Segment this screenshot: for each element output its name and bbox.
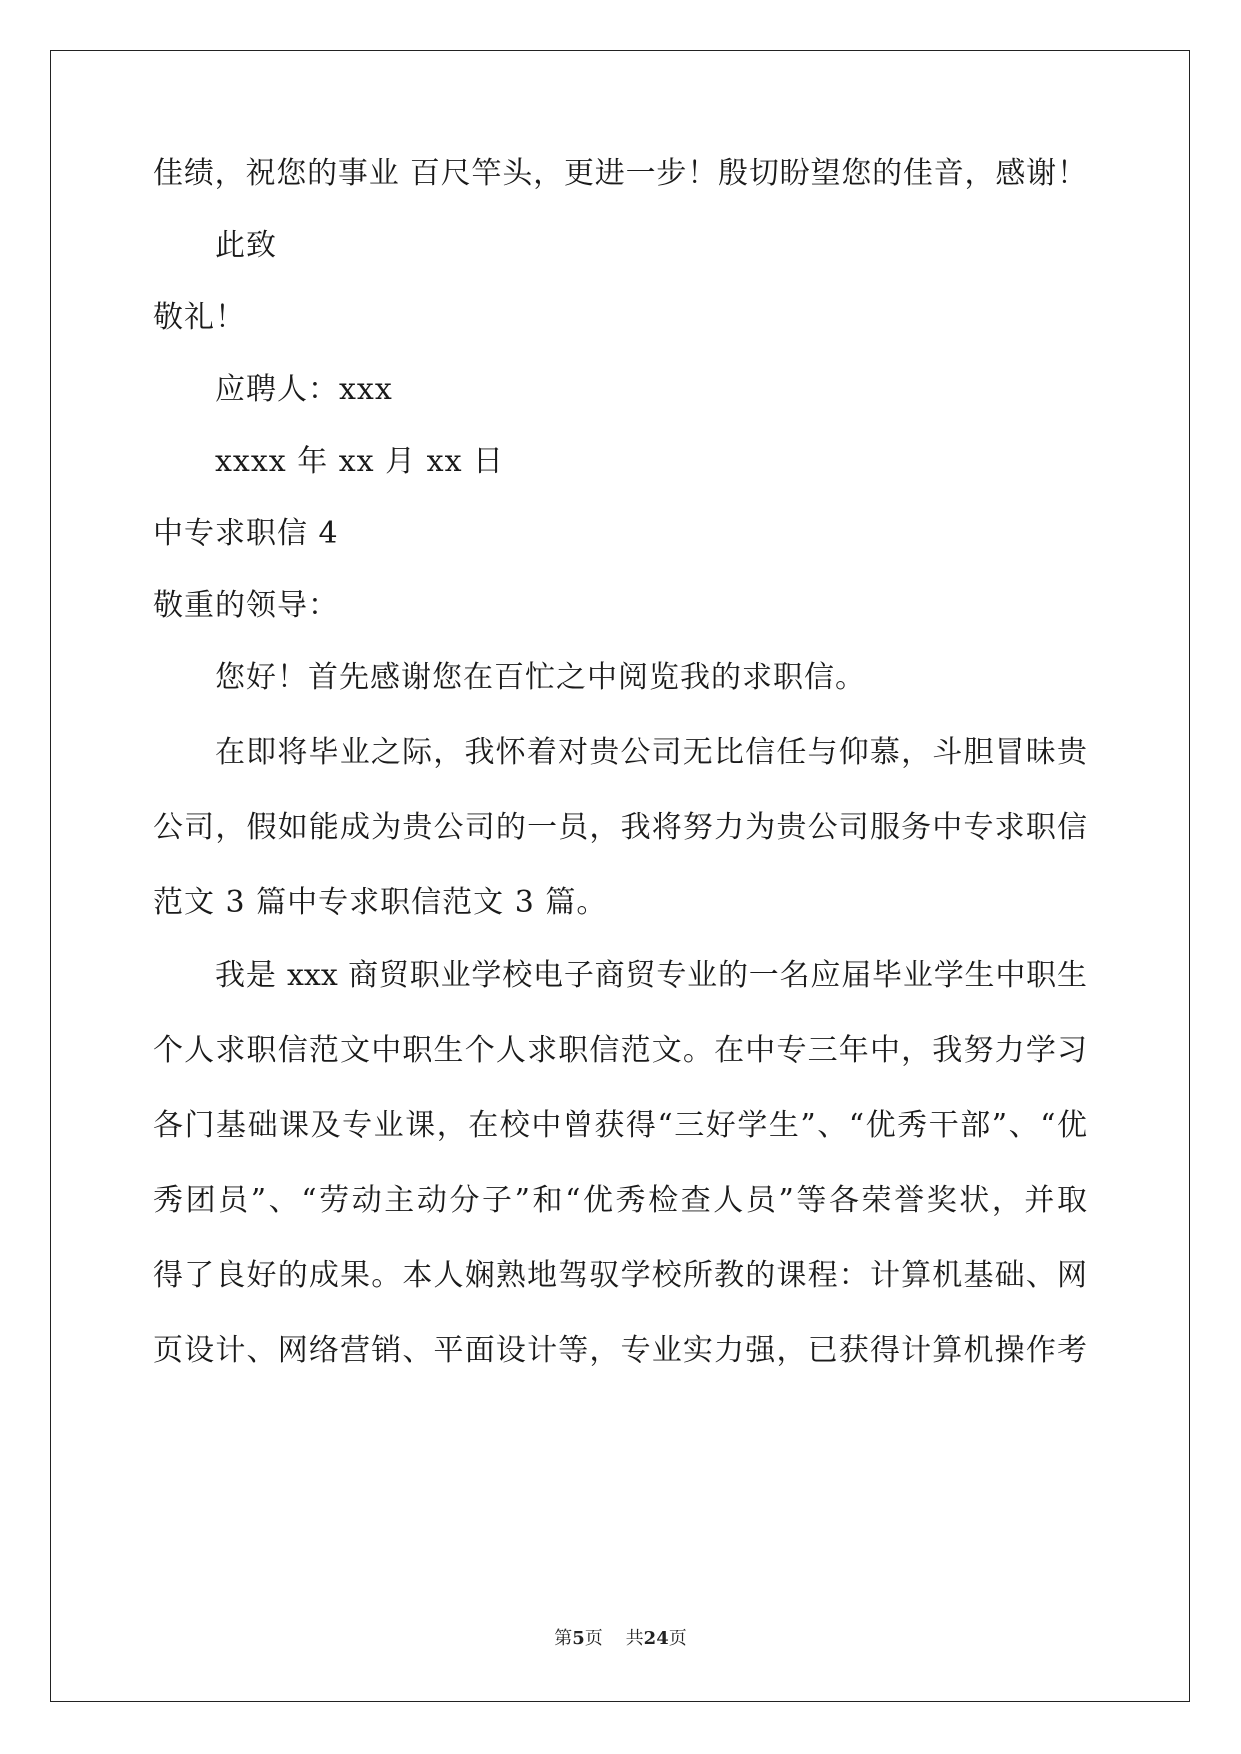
page-footer [0,1628,1241,1650]
footer-page-suffix: 页 [584,1628,603,1649]
footer-page-prefix: 第 [554,1628,573,1649]
paragraph-line: 公司，假如能成为贵公司的一员，我将努力为贵公司服务中专求职信 [153,810,1087,845]
paragraph-line: 得了良好的成果。本人娴熟地驾驭学校所教的课程：计算机基础、网 [153,1258,1087,1293]
footer-total-prefix: 共 [625,1628,644,1649]
section-heading: 中专求职信 4 [153,516,339,551]
paragraph-line: 在即将毕业之际，我怀着对贵公司无比信任与仰慕，斗胆冒昧贵 [215,735,1087,770]
text-line-applicant: 应聘人：xxx [215,372,393,407]
paragraph-line: 我是 xxx 商贸职业学校电子商贸专业的一名应届毕业学生中职生 [215,958,1087,993]
text-line-greeting: 敬重的领导： [153,588,339,623]
page-border [50,50,1190,1702]
footer-page-total: 24 [643,1628,669,1649]
footer-total-suffix: 页 [668,1628,687,1649]
text-line-date: xxxx 年 xx 月 xx 日 [215,444,505,479]
paragraph-line: 个人求职信范文中职生个人求职信范文。在中专三年中，我努力学习 [153,1033,1087,1068]
text-line-salutation-ci-zhi: 此致 [215,228,277,263]
text-line-jing-li: 敬礼！ [153,300,246,335]
paragraph-line: 秀团员”、“劳动主动分子”和“优秀检查人员”等各荣誉奖状，并取 [153,1183,1087,1218]
paragraph-line: 范文 3 篇中专求职信范文 3 篇。 [153,885,608,920]
footer-page-current: 5 [572,1628,585,1649]
text-line-opening: 您好！首先感谢您在百忙之中阅览我的求职信。 [215,660,866,695]
paragraph-line: 各门基础课及专业课，在校中曾获得“三好学生”、“优秀干部”、“优 [153,1108,1087,1143]
text-line-closing-wishes: 佳绩，祝您的事业 百尺竿头，更进一步！殷切盼望您的佳音，感谢！ [153,156,1087,191]
paragraph-line: 页设计、网络营销、平面设计等，专业实力强，已获得计算机操作考 [153,1333,1087,1368]
